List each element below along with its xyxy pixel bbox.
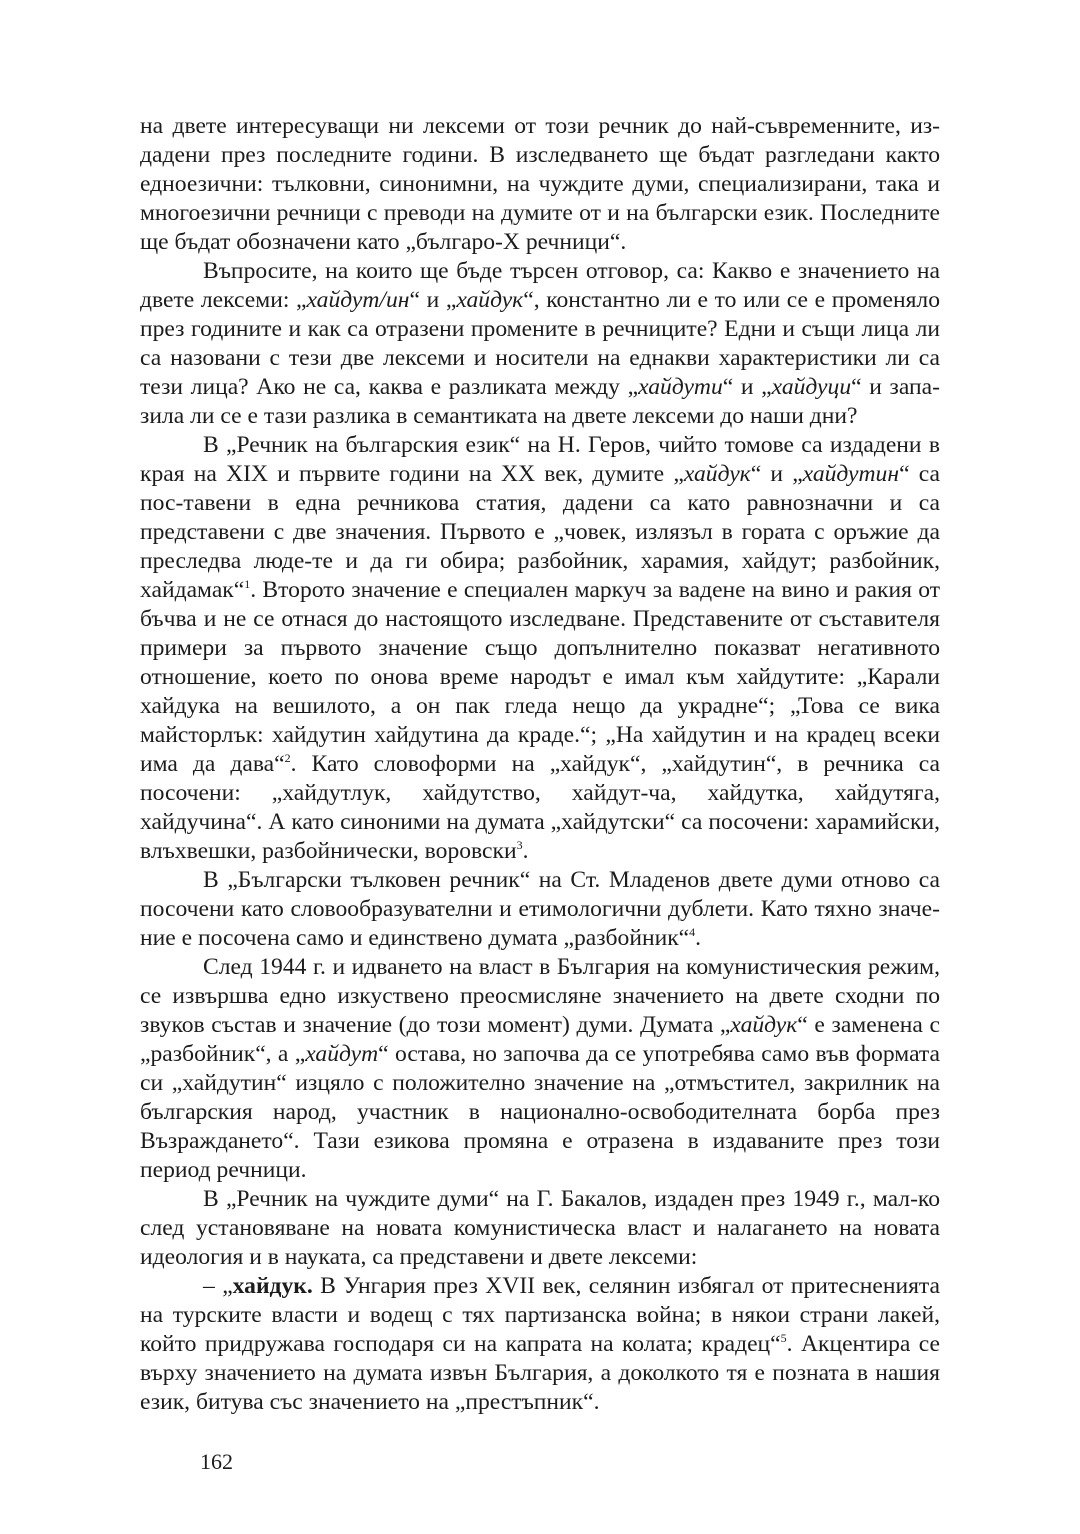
footnote-ref: 2 <box>284 751 291 766</box>
text-run: След 1944 г. и идването на власт в България на комунистическия режим, се извършва едно изкуствено преосмисляне значението на двете сходни по звуков състав и значение (до този момент) думи. Думата „ <box>140 954 940 1038</box>
bold-term: хайдук. <box>232 1273 313 1299</box>
text-run: “ остава, но започва да се употребява само във формата си „хайдутин“ изцяло с положително значение на „отмъстител, закрилник на българския народ, участник в национално-освободителната борба през Възраждането“. Тази езикова промяна е отразена в издаваните през този период речници. <box>140 1041 940 1183</box>
italic-term: хайдук <box>456 287 524 313</box>
text-run: . <box>695 925 702 951</box>
text-run: В „Речник на чуждите думи“ на Г. Бакалов, издаден през 1949 г., мал-ко след установяване на новата комунистическа власт и налагането на новата идеология и в науката, са представени и двете лексеми: <box>140 1186 940 1270</box>
page-number: 162 <box>200 1449 233 1474</box>
text-run: Въпросите, на които ще бъде търсен отговор, са: Какво е значението на двете лексеми: „ <box>140 258 940 313</box>
footnote-ref: 3 <box>516 838 523 853</box>
paragraph <box>140 1185 940 1272</box>
italic-term: хайдук <box>730 1012 798 1038</box>
paragraph <box>140 866 940 953</box>
text-run: В „Речник на българския език“ на Н. Геров, чийто томове са издадени в края на XIX и първите години на XX век, думите „ <box>140 432 940 487</box>
paragraph <box>140 112 940 257</box>
page-body <box>140 112 940 1417</box>
italic-term: хайдуци <box>771 374 852 400</box>
text-run: “, константно ли е то или се е променяло през годините и как са отразени промените в речниците? Едни и същи лица ли са назовани с тези две лексеми и носители на еднакви характеристики ли са тези лица? Ако не са, каква е разликата между „ <box>140 287 940 400</box>
italic-term: хайдутин <box>802 461 900 487</box>
italic-term: хайдути <box>638 374 723 400</box>
paragraph <box>140 953 940 1185</box>
text-run: . <box>522 838 529 864</box>
footnote-ref: 5 <box>780 1331 787 1346</box>
footnote-ref: 1 <box>244 577 251 592</box>
text-run: на двете интересуващи ни лексеми от този речник до най-съвременните, из-дадени през последните години. В изследването ще бъдат разгледани както едноезични: тълковни, синонимни, на чуждите думи, специализирани, така и многоезични речници с преводи на думите от и на български език. Последните ще бъдат обозначени като „българо-Х речници“. <box>140 113 940 255</box>
text-run: . Второто значение е специален маркуч за вадене на вино и ракия от бъчва и не се отнася до настоящото изследване. Представените от съставителя примери за първото значение също допълнително показват негативното отношение, което по онова време народът е имал към хайдутите: „Карали хайдука на вешилото, а он пак гледа нещо да украдне“; „Това се вика майсторлък: хайдутин хайдутина да краде.“; „На хайдутин и на крадец всеки има да дава“ <box>140 577 940 777</box>
italic-term: хайдук <box>683 461 751 487</box>
text-run: . Като словоформи на „хайдук“, „хайдутин“, в речника са посочени: „хайдутлук, хайдутство, хайдут-ча, хайдутка, хайдутяга, хайдучина“. А като синоними на думата „хайдутски“ са посочени: харамийски, влъхвешки, разбойнически, воровски <box>140 751 941 864</box>
text-run: “ и „ <box>722 374 772 400</box>
italic-term: хайдут/ин <box>306 287 410 313</box>
text-run: – „ <box>203 1273 233 1299</box>
text-run: “ и „ <box>750 461 803 487</box>
italic-term: хайдут <box>305 1041 379 1067</box>
text-run: . Акцентира се върху значението на думата извън България, а доколкото тя е позната в нашия език, битува със значението на „престъпник“. <box>140 1331 940 1415</box>
text-run: “ е заменена с „разбойник“, а „ <box>140 1012 940 1067</box>
paragraph <box>140 431 940 866</box>
footnote-ref: 4 <box>689 925 696 940</box>
text-run: “ и „ <box>409 287 457 313</box>
text-run: “ и запа-зила ли се е тази разлика в семантиката на двете лексеми до наши дни? <box>140 374 940 429</box>
text-run: В Унгария през XVII век, селянин избягал от притесненията на турските власти и водещ с тях партизанска война; в някои страни лакей, който придружава господаря си на капрата на колата; крадец“ <box>140 1273 940 1357</box>
paragraph <box>140 257 940 431</box>
paragraph <box>140 1272 940 1417</box>
text-run: “ са пос-тавени в една речникова статия, дадени са като равнозначни и са представени с две значения. Първото е „човек, излязъл в гората с оръжие да преследва люде-те и да ги обира; разбойник, харамия, хайдут; разбойник, хайдамак“ <box>140 461 940 603</box>
text-run: В „Български тълковен речник“ на Ст. Младенов двете думи отново са посочени като словообразувателни и етимологични дублети. Като тяхно значе-ние е посочена само и единствено думата „разбойник“ <box>140 867 940 951</box>
